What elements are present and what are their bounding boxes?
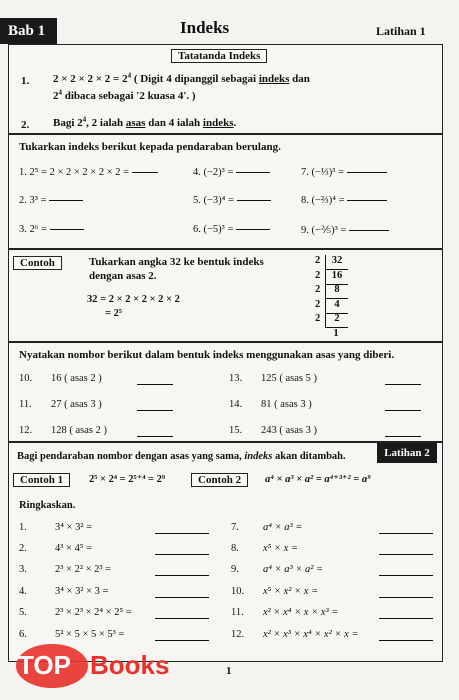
divisor: 2 [315, 313, 321, 324]
divisor: 2 [315, 284, 321, 295]
chapter-tab: Bab 1 [0, 18, 57, 44]
express-panel [8, 342, 443, 442]
question-number: 15. [229, 425, 243, 436]
express-question: 243 ( asas 3 ) [261, 425, 317, 436]
simplify-question: a⁴ × a³ = [263, 522, 303, 533]
example-work-line2: = 2⁵ [105, 308, 123, 319]
question-number: 9. [231, 564, 239, 575]
exercise-label: Latihan 1 [376, 24, 426, 38]
long-division-row [315, 255, 355, 270]
divisor: 2 [315, 269, 321, 281]
notation-item1-line1: $2 \times 2 \times 2 \times 2 = 2^4$ ( Digit 4 dipanggil sebagai indeks dan [53, 71, 310, 85]
convert-question-3: 3. 2⁶ = [19, 224, 84, 235]
notation-item1-line2: $2^4$ dibaca sebagai '2 kuasa 4'. ) [53, 88, 196, 102]
example2-label: Contoh 2 [191, 473, 248, 487]
simplify-question: 4³ × 4⁵ = [55, 543, 93, 554]
simplify-question: 3⁴ × 3² = [55, 522, 93, 533]
question-number: 13. [229, 373, 243, 384]
express-question: 125 ( asas 5 ) [261, 373, 317, 384]
simplify-question: x⁵ × x² × x = [263, 586, 319, 597]
quotient: 1 [333, 327, 339, 339]
page-title: Indeks [180, 18, 230, 37]
divisor: 2 [315, 298, 321, 310]
example1-label: Contoh 1 [13, 473, 70, 487]
answer-blank[interactable] [155, 618, 209, 619]
express-question: 81 ( asas 3 ) [261, 399, 312, 410]
convert-question-9: 9. (−⅖)³ = [301, 224, 389, 236]
question-number: 6. [19, 629, 27, 640]
question-number: 14. [229, 399, 243, 410]
long-division-row [315, 284, 355, 299]
question-number: 1. [19, 522, 27, 533]
page-number: 1 [226, 665, 232, 677]
notation-panel [8, 44, 443, 134]
answer-blank[interactable] [379, 618, 433, 619]
convert-question-6: 6. (−5)³ = [193, 224, 270, 235]
example-work-line1: 32 = 2 × 2 × 2 × 2 × 2 [87, 294, 180, 305]
convert-question-4: 4. (−2)³ = [193, 167, 270, 178]
answer-blank[interactable] [379, 533, 433, 534]
simplify-question: 2³ × 2³ × 2⁴ × 2⁵ = [55, 607, 132, 618]
simplify-question: x² × x³ × x⁴ × x² × x = [263, 629, 359, 640]
answer-blank[interactable] [137, 410, 173, 411]
example1-expression: 2⁵ × 2⁴ = 2⁵⁺⁴ = 2⁹ [89, 474, 165, 485]
answer-blank[interactable] [379, 554, 433, 555]
express-instruction: Nyatakan nombor berikut dalam bentuk indeks menggunakan asas yang diberi. [19, 349, 395, 361]
quotient: 32 [325, 255, 348, 270]
long-division [315, 255, 355, 342]
answer-blank[interactable] [155, 554, 209, 555]
question-number: 12. [231, 629, 245, 640]
express-question: 27 ( asas 3 ) [51, 399, 102, 410]
simplify-question: 5² × 5 × 5 × 5³ = [55, 629, 125, 640]
question-number: 8. [231, 543, 239, 554]
example-label: Contoh [13, 256, 62, 270]
convert-panel [8, 134, 443, 249]
example-text-line1: Tukarkan angka 32 ke bentuk indeks [89, 256, 264, 268]
example-text-line2: dengan asas 2. [89, 270, 157, 282]
example2-expression: a⁴ × a³ × a² = a⁴⁺³⁺² = a⁹ [265, 474, 371, 485]
exercise2-badge: Latihan 2 [377, 443, 437, 463]
question-number: 4. [19, 586, 27, 597]
question-number: 5. [19, 607, 27, 618]
long-division-row [315, 270, 355, 285]
convert-question-7: 7. (−⅓)³ = [301, 167, 387, 178]
svg-text:Books: Books [90, 650, 170, 680]
convert-question-1: 1. 2⁵ = 2 × 2 × 2 × 2 × 2 = [19, 167, 158, 178]
question-number: 10. [19, 373, 33, 384]
answer-blank[interactable] [137, 384, 173, 385]
simplify-question: x⁵ × x = [263, 543, 299, 554]
divisor: 2 [315, 255, 321, 266]
answer-blank[interactable] [379, 597, 433, 598]
answer-blank[interactable] [137, 436, 173, 437]
multiply-rule: Bagi pendaraban nombor dengan asas yang sama, indeks akan ditambah. [17, 451, 346, 462]
question-number: 12. [19, 425, 33, 436]
answer-blank[interactable] [155, 575, 209, 576]
express-question: 16 ( asas 2 ) [51, 373, 102, 384]
simplify-question: 2³ × 2² × 2³ = [55, 564, 112, 575]
item-number: 2. [21, 119, 30, 131]
answer-blank[interactable] [155, 533, 209, 534]
simplify-question: x² × x⁴ × x × x³ = [263, 607, 339, 618]
topbooks-logo [10, 636, 210, 692]
simplify-question: 3⁴ × 3² × 3 = [55, 586, 109, 597]
answer-blank[interactable] [379, 575, 433, 576]
answer-blank[interactable] [385, 384, 421, 385]
notation-item2: Bagi $2^4$, 2 ialah asas dan 4 ialah indeks. [53, 115, 237, 129]
quotient: 8 [325, 284, 348, 299]
simplify-question: a⁴ × a³ × a² = [263, 564, 324, 575]
question-number: 10. [231, 586, 245, 597]
quotient: 4 [325, 299, 348, 314]
quotient: 16 [325, 270, 348, 285]
example-panel [8, 249, 443, 342]
convert-instruction: Tukarkan indeks berikut kepada pendaraban berulang. [19, 141, 281, 153]
convert-question-8: 8. (−⅔)⁴ = [301, 195, 387, 206]
answer-blank[interactable] [155, 597, 209, 598]
answer-blank[interactable] [379, 640, 433, 641]
question-number: 7. [231, 522, 239, 533]
item-number: 1. [21, 75, 30, 87]
question-number: 3. [19, 564, 27, 575]
long-division-row [315, 299, 355, 314]
quotient: 2 [325, 313, 348, 328]
question-number: 11. [19, 399, 32, 410]
answer-blank[interactable] [385, 436, 421, 437]
multiply-panel [8, 442, 443, 662]
express-question: 128 ( asas 2 ) [51, 425, 107, 436]
svg-text:TOP: TOP [18, 650, 71, 680]
answer-blank[interactable] [385, 410, 421, 411]
long-division-row [315, 328, 355, 343]
convert-question-2: 2. 3³ = [19, 195, 83, 206]
question-number: 11. [231, 607, 244, 618]
long-division-row [315, 313, 355, 328]
notation-box-title: Tatatanda Indeks [171, 49, 267, 63]
simplify-instruction: Ringkaskan. [19, 500, 76, 511]
convert-question-5: 5. (−3)⁴ = [193, 195, 271, 206]
question-number: 2. [19, 543, 27, 554]
